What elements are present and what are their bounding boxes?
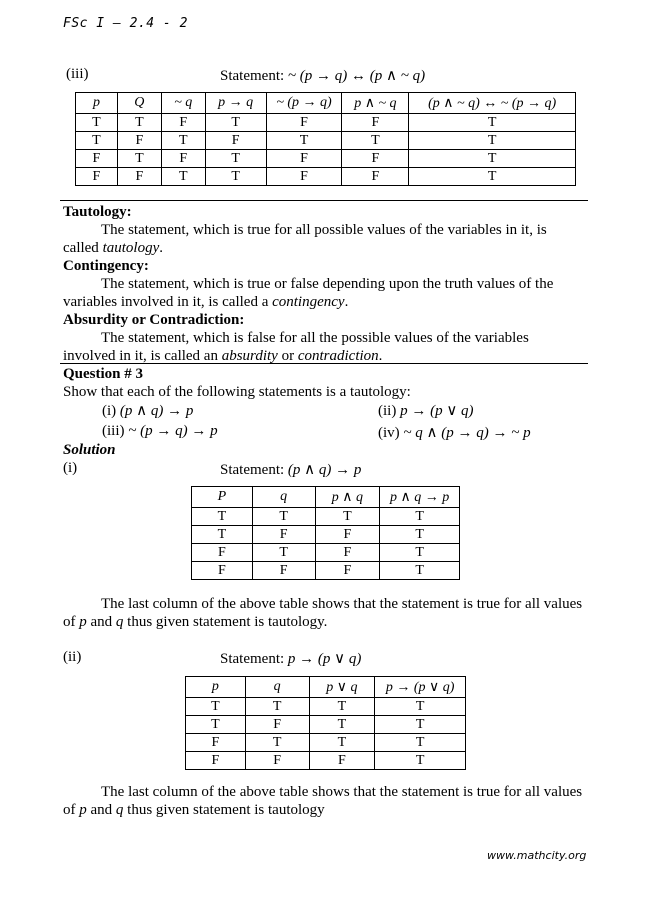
page-header: FSc I – 2.4 - 2 [63,16,188,31]
table-cell: T [380,562,460,580]
part-iii-statement [220,66,425,85]
table-cell: F [76,168,118,186]
table-cell: T [380,526,460,544]
absurdity-title: Absurdity or Contradiction: [63,312,245,328]
table-row [186,752,466,770]
term-emphasis: absurdity [221,348,278,364]
table-cell: T [380,508,460,526]
table-cell: F [117,168,161,186]
tautology-title: Tautology: [63,204,132,220]
question-item [378,423,531,442]
question-prompt: Show that each of the following statements is a tautology: [63,384,411,400]
table-cell: F [245,716,309,734]
definition-text: The statement, which is true or false depending upon the truth values of the variables involved in it, is called a [63,276,554,310]
variable: q [115,802,124,818]
table-cell: F [186,752,246,770]
table-cell: T [409,150,576,168]
column-header: p [76,93,118,114]
table-cell: T [315,508,380,526]
item-expression: (p ∧ q) → p [119,403,194,419]
item-expression: ~ (p → q) → p [128,423,218,439]
table-row [186,698,466,716]
table-cell: F [161,114,205,132]
table-row [192,562,460,580]
item-label: (iii) [102,423,125,439]
column-header: p ∧ q [315,487,380,508]
column-header: q [252,487,315,508]
section-divider [60,200,588,201]
table-cell: T [266,132,342,150]
table-cell: F [266,150,342,168]
table-cell: T [117,150,161,168]
table-cell: F [76,150,118,168]
table-cell: T [161,132,205,150]
table-cell: T [192,526,253,544]
solution-i-conclusion [63,595,583,631]
table-cell: T [192,508,253,526]
definition-end: . [378,348,383,364]
statement-label: Statement: [220,68,285,84]
statement-expression: ~ (p → q) ↔ (p ∧ ~ q) [287,68,426,84]
table-cell: T [375,734,466,752]
table-cell: F [161,150,205,168]
item-expression: p → (p ∨ q) [400,403,474,419]
column-header: ~ q [161,93,205,114]
item-label: (iv) [378,425,400,441]
table-cell: T [186,716,246,734]
question-title: Question # 3 [63,366,144,382]
table-cell: F [315,562,380,580]
definition-text: The statement, which is false for all the possible values of the variables involved in it, is called an [63,330,529,364]
tautology-definition [63,221,583,257]
term-emphasis: contingency [272,294,345,310]
column-header: ~ (p → q) [266,93,342,114]
table-cell: F [342,114,409,132]
table-cell: T [205,114,266,132]
table-cell: T [375,752,466,770]
table-cell: T [309,716,375,734]
table-header-row [76,93,576,114]
conjunction-text: and [86,802,116,818]
table-row [76,168,576,186]
solution-i-statement [220,460,361,479]
table-row [76,150,576,168]
contingency-definition [63,275,583,311]
table-cell: T [380,544,460,562]
variable: q [115,614,124,630]
table-cell: F [315,526,380,544]
table-cell: T [76,132,118,150]
table-header-row [192,487,460,508]
part-iii-label: (iii) [66,66,89,82]
section-divider [60,363,588,364]
definition-end: . [344,294,349,310]
column-header: p ∧ q → p [380,487,460,508]
definition-end: . [159,240,163,256]
conjunction-text: and [86,614,116,630]
definition-text: The statement, which is true for all possible values of the variables in it, is called [63,222,547,256]
table-cell: T [245,698,309,716]
table-cell: F [309,752,375,770]
table-cell: T [375,716,466,734]
table-header-row [186,677,466,698]
conclusion-text: thus given statement is tautology. [123,614,328,630]
contingency-title: Contingency: [63,258,149,274]
table-cell: T [409,168,576,186]
table-cell: T [117,114,161,132]
column-header: p → (p ∨ q) [375,677,466,698]
item-expression: ~ q ∧ (p → q) → ~ p [403,425,531,441]
solution-ii-statement [220,649,361,668]
item-label: (i) [102,403,117,419]
table-cell: T [161,168,205,186]
table-cell: T [409,132,576,150]
table-cell: T [252,544,315,562]
column-header: p → q [205,93,266,114]
conclusion-text: The last column of the above table shows that the statement is true for all values of [63,596,583,630]
question-item [378,401,474,420]
table-cell: F [245,752,309,770]
table-cell: T [245,734,309,752]
table-cell: T [309,734,375,752]
table-row [192,526,460,544]
column-header: Q [117,93,161,114]
table-cell: T [205,168,266,186]
table-cell: F [315,544,380,562]
table-cell: T [309,698,375,716]
table-cell: F [192,562,253,580]
column-header: P [192,487,253,508]
table-cell: F [266,168,342,186]
table-row [186,716,466,734]
table-cell: F [252,526,315,544]
table-row [186,734,466,752]
table-cell: F [205,132,266,150]
table-row [192,544,460,562]
column-header: p ∧ ~ q [342,93,409,114]
table-cell: T [409,114,576,132]
solution-i-label: (i) [63,460,78,476]
table-cell: T [186,698,246,716]
conclusion-text: thus given statement is tautology [123,802,325,818]
column-header: p [186,677,246,698]
site-url[interactable]: www.mathcity.org [487,849,587,862]
conclusion-text: The last column of the above table shows that the statement is true for all values of [63,784,583,818]
table-cell: T [375,698,466,716]
table-cell: T [342,132,409,150]
table-cell: F [186,734,246,752]
item-label: (ii) [378,403,397,419]
table-cell: T [252,508,315,526]
table-cell: T [76,114,118,132]
question-item [102,423,218,440]
term-emphasis: tautology [102,240,160,256]
table-cell: F [342,150,409,168]
table-cell: F [192,544,253,562]
definitions-section [63,203,583,365]
statement-expression: (p ∧ q) → p [287,462,362,478]
truth-table-ii [185,676,466,770]
variable: p [79,802,87,818]
column-header: (p ∧ ~ q) ↔ ~ (p → q) [409,93,576,114]
term-emphasis: contradiction [297,348,379,364]
truth-table-iii [75,92,576,186]
column-header: q [245,677,309,698]
table-cell: F [342,168,409,186]
column-header: p ∨ q [309,677,375,698]
table-cell: T [205,150,266,168]
solution-ii-label: (ii) [63,649,82,665]
table-cell: F [117,132,161,150]
absurdity-definition [63,329,583,365]
table-row [76,132,576,150]
solution-ii-conclusion [63,783,583,819]
conjunction-text: or [277,348,298,364]
solution-title: Solution [63,442,116,458]
question-item [102,401,193,420]
table-row [192,508,460,526]
statement-label: Statement: [220,462,285,478]
table-cell: F [252,562,315,580]
table-cell: F [266,114,342,132]
statement-expression: p → (p ∨ q) [287,651,362,667]
statement-label: Statement: [220,651,285,667]
variable: p [79,614,87,630]
truth-table-i [191,486,460,580]
table-row [76,114,576,132]
